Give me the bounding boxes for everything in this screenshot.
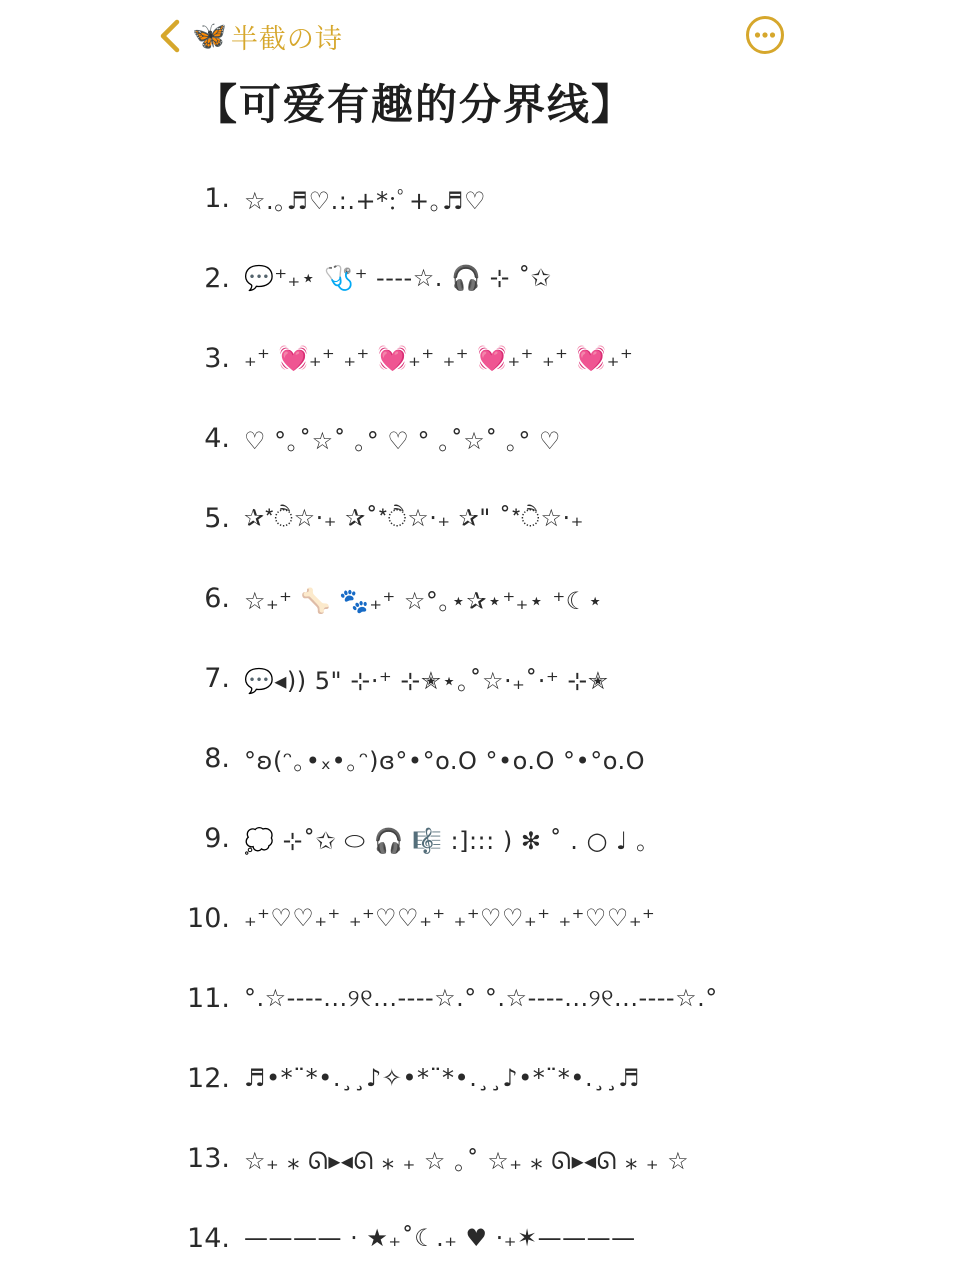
list-item	[0, 878, 960, 958]
divider-text: °ʚ(ᵔ｡•ₓ•｡ᵔ)ɞ°•°o.O °•o.O °•°o.O	[244, 746, 645, 775]
more-options-button[interactable]	[746, 16, 784, 54]
item-number: 10.	[187, 902, 230, 934]
divider-text: ₊⁺ 💓₊⁺ ₊⁺ 💓₊⁺ ₊⁺ 💓₊⁺ ₊⁺ 💓₊⁺	[244, 344, 634, 372]
list-item	[0, 558, 960, 638]
divider-text: ♡ °｡˚☆˚ ｡° ♡ ° ｡˚☆˚ ｡° ♡	[244, 426, 561, 455]
item-number: 7.	[204, 662, 230, 694]
divider-text: ♬•*¨*•.¸¸♪✧•*¨*•.¸¸♪•*¨*•.¸¸♬	[244, 1064, 641, 1092]
list-item	[0, 158, 960, 238]
divider-text: °.☆----...୨୧...----☆.° °.☆----...୨୧...----☆.°	[244, 984, 718, 1012]
back-button[interactable]	[150, 12, 343, 60]
divider-list	[0, 158, 960, 1278]
divider-text: ☆₊⁺ 🦴 🐾₊⁺ ☆°｡⋆✰⋆⁺₊⋆ ⁺☾⋆	[244, 586, 604, 615]
divider-text: ———— ⋅ ★₊˚☾.₊ ♥ ⋅₊✶————	[244, 1224, 636, 1252]
butterfly-icon: 🦋	[192, 19, 227, 52]
back-label: 半截の诗	[230, 23, 343, 55]
list-item	[0, 718, 960, 798]
item-number: 8.	[204, 742, 230, 774]
list-item	[0, 318, 960, 398]
list-item	[0, 1198, 960, 1278]
list-item	[0, 478, 960, 558]
item-number: 3.	[204, 342, 230, 374]
divider-text: 💬◂)) 5" ⊹⋅⁺ ⊹✭⋆｡˚☆⋅₊˚⋅⁺ ⊹✭	[244, 666, 609, 695]
divider-text: 💭 ⊹˚✩ ⬭ 🎧 🎼 :]::: ) ✻ ˚ . ○ ♩ ｡	[244, 826, 649, 855]
divider-text: ✰*ੈ☆⋅₊ ✰˚*ੈ☆⋅₊ ✰" ˚*ੈ☆⋅₊	[244, 504, 584, 532]
top-navigation-bar	[0, 0, 960, 72]
item-number: 4.	[204, 422, 230, 454]
list-item	[0, 1118, 960, 1198]
more-dots-icon	[754, 31, 776, 39]
divider-text: ☆₊ ⁎ ᘏ▸◂ᘏ ⁎ ₊ ☆ ｡˚ ☆₊ ⁎ ᘏ▸◂ᘏ ⁎ ₊ ☆	[244, 1146, 690, 1175]
list-item	[0, 638, 960, 718]
item-number: 6.	[204, 582, 230, 614]
divider-text: ₊⁺♡♡₊⁺ ₊⁺♡♡₊⁺ ₊⁺♡♡₊⁺ ₊⁺♡♡₊⁺	[244, 904, 656, 932]
item-number: 5.	[204, 502, 230, 534]
list-item	[0, 958, 960, 1038]
item-number: 14.	[187, 1222, 230, 1254]
item-number: 12.	[187, 1062, 230, 1094]
list-item	[0, 1038, 960, 1118]
list-item	[0, 238, 960, 318]
item-number: 11.	[187, 982, 230, 1014]
page-title: 【可爱有趣的分界线】	[195, 80, 636, 129]
item-number: 1.	[204, 182, 230, 214]
item-number: 9.	[204, 822, 230, 854]
list-item	[0, 798, 960, 878]
item-number: 13.	[187, 1142, 230, 1174]
divider-text: ☆.｡♬♡.:.+*:ﾟ+｡♬♡	[244, 186, 487, 215]
list-item	[0, 398, 960, 478]
item-number: 2.	[204, 262, 230, 294]
divider-text: 💬⁺₊⋆ 🩺⁺ ----☆. 🎧 ⊹ ˚✩	[244, 264, 552, 292]
chevron-left-icon	[150, 12, 190, 60]
